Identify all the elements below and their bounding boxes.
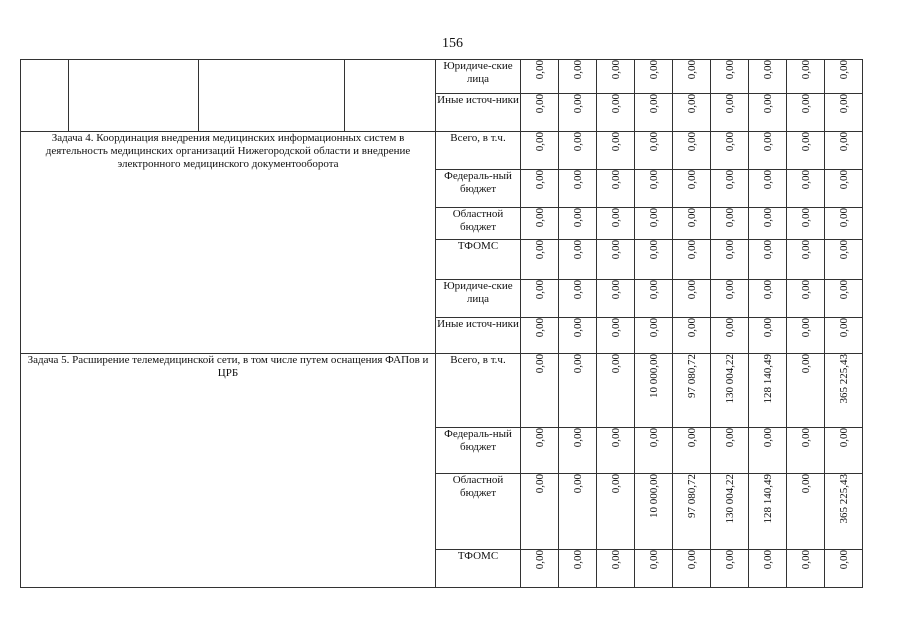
- value-cell: 0,00: [571, 354, 584, 374]
- value-cell: 0,00: [761, 170, 774, 190]
- value-cell: 0,00: [647, 170, 660, 190]
- value-cell: 0,00: [723, 280, 736, 300]
- table-row: [21, 132, 863, 170]
- value-cell: 0,00: [609, 60, 622, 80]
- value-cell: 0,00: [837, 170, 850, 190]
- value-cell: 0,00: [799, 60, 812, 80]
- value-cell: 0,00: [571, 170, 584, 190]
- source-label: Областной бюджет: [436, 474, 521, 550]
- value-cell: 0,00: [685, 318, 698, 338]
- value-cell: 0,00: [571, 428, 584, 448]
- value-cell: 0,00: [761, 550, 774, 570]
- value-cell: 97 080,72: [685, 354, 698, 398]
- source-label: Всего, в т.ч.: [436, 354, 521, 428]
- value-cell: 0,00: [533, 60, 546, 80]
- value-cell: 0,00: [571, 240, 584, 260]
- value-cell: 0,00: [647, 60, 660, 80]
- value-cell: 0,00: [799, 170, 812, 190]
- value-cell: 0,00: [533, 550, 546, 570]
- table-row: [21, 60, 863, 94]
- value-cell: 0,00: [799, 354, 812, 374]
- value-cell: 0,00: [609, 474, 622, 494]
- value-cell: 97 080,72: [685, 474, 698, 518]
- value-cell: 0,00: [571, 208, 584, 228]
- value-cell: 0,00: [571, 132, 584, 152]
- value-cell: 0,00: [723, 240, 736, 260]
- value-cell: 0,00: [761, 60, 774, 80]
- table-row: [21, 354, 863, 428]
- value-cell: 0,00: [723, 318, 736, 338]
- value-cell: 0,00: [723, 60, 736, 80]
- value-cell: 0,00: [685, 208, 698, 228]
- value-cell: 0,00: [837, 240, 850, 260]
- value-cell: 0,00: [609, 550, 622, 570]
- value-cell: 0,00: [533, 428, 546, 448]
- value-cell: 0,00: [571, 280, 584, 300]
- value-cell: 0,00: [609, 170, 622, 190]
- value-cell: 0,00: [571, 60, 584, 80]
- value-cell: 0,00: [609, 94, 622, 114]
- value-cell: 0,00: [723, 132, 736, 152]
- value-cell: 0,00: [837, 132, 850, 152]
- value-cell: 0,00: [685, 60, 698, 80]
- value-cell: 365 225,43: [837, 354, 850, 404]
- value-cell: 0,00: [647, 550, 660, 570]
- empty-cell: [199, 60, 345, 132]
- page-number: 156: [442, 36, 463, 51]
- value-cell: 0,00: [533, 280, 546, 300]
- value-cell: 0,00: [685, 132, 698, 152]
- task-5-title: Задача 5. Расширение телемедицинской сети, в том числе путем оснащения ФАПов и ЦРБ: [21, 354, 436, 588]
- budget-table: [20, 59, 863, 588]
- value-cell: 0,00: [609, 280, 622, 300]
- value-cell: 0,00: [761, 240, 774, 260]
- value-cell: 0,00: [723, 428, 736, 448]
- source-label: ТФОМС: [436, 550, 521, 588]
- value-cell: 0,00: [837, 550, 850, 570]
- value-cell: 0,00: [799, 474, 812, 494]
- value-cell: 0,00: [533, 318, 546, 338]
- source-label: Иные источ-ники: [436, 94, 521, 132]
- value-cell: 0,00: [761, 280, 774, 300]
- value-cell: 0,00: [533, 94, 546, 114]
- empty-cell: [345, 60, 436, 132]
- value-cell: 0,00: [799, 280, 812, 300]
- value-cell: 365 225,43: [837, 474, 850, 524]
- source-label: ТФОМС: [436, 240, 521, 280]
- value-cell: 0,00: [533, 240, 546, 260]
- value-cell: 0,00: [609, 354, 622, 374]
- source-label: Областной бюджет: [436, 208, 521, 240]
- source-label: Федераль-ный бюджет: [436, 170, 521, 208]
- value-cell: 0,00: [837, 208, 850, 228]
- value-cell: 0,00: [685, 428, 698, 448]
- value-cell: 0,00: [647, 208, 660, 228]
- source-label: Федераль-ный бюджет: [436, 428, 521, 474]
- value-cell: 0,00: [609, 208, 622, 228]
- value-cell: 0,00: [571, 94, 584, 114]
- value-cell: 0,00: [799, 132, 812, 152]
- value-cell: 0,00: [837, 428, 850, 448]
- value-cell: 128 140,49: [761, 474, 774, 524]
- value-cell: 0,00: [837, 60, 850, 80]
- value-cell: 0,00: [571, 318, 584, 338]
- source-label: Иные источ-ники: [436, 318, 521, 354]
- value-cell: 0,00: [685, 240, 698, 260]
- value-cell: 0,00: [837, 94, 850, 114]
- value-cell: 0,00: [609, 318, 622, 338]
- value-cell: 10 000,00: [647, 354, 660, 398]
- value-cell: 0,00: [837, 318, 850, 338]
- value-cell: 130 004,22: [723, 354, 736, 404]
- value-cell: 0,00: [685, 170, 698, 190]
- value-cell: 0,00: [723, 208, 736, 228]
- source-label: Всего, в т.ч.: [436, 132, 521, 170]
- value-cell: 0,00: [609, 428, 622, 448]
- value-cell: 0,00: [723, 94, 736, 114]
- value-cell: 0,00: [799, 428, 812, 448]
- task-4-title: Задача 4. Координация внедрения медицинских информационных систем в деятельность медицинских организаций Нижегородской области и внедрение электронного медицинского документооборота: [21, 132, 436, 354]
- value-cell: 0,00: [533, 208, 546, 228]
- value-cell: 0,00: [761, 428, 774, 448]
- value-cell: 0,00: [685, 550, 698, 570]
- value-cell: 0,00: [533, 132, 546, 152]
- value-cell: 0,00: [723, 550, 736, 570]
- value-cell: 0,00: [647, 428, 660, 448]
- empty-cell: [69, 60, 199, 132]
- value-cell: 0,00: [799, 240, 812, 260]
- source-label: Юридиче-ские лица: [436, 280, 521, 318]
- empty-cell: [21, 60, 69, 132]
- value-cell: 0,00: [647, 94, 660, 114]
- value-cell: 0,00: [761, 132, 774, 152]
- value-cell: 0,00: [761, 318, 774, 338]
- value-cell: 0,00: [799, 318, 812, 338]
- value-cell: 0,00: [685, 94, 698, 114]
- value-cell: 0,00: [533, 170, 546, 190]
- value-cell: 130 004,22: [723, 474, 736, 524]
- value-cell: 0,00: [647, 318, 660, 338]
- source-label: Юридиче-ские лица: [436, 60, 521, 94]
- value-cell: 0,00: [571, 550, 584, 570]
- value-cell: 0,00: [533, 474, 546, 494]
- value-cell: 0,00: [571, 474, 584, 494]
- value-cell: 128 140,49: [761, 354, 774, 404]
- value-cell: 0,00: [609, 132, 622, 152]
- value-cell: 0,00: [533, 354, 546, 374]
- value-cell: 0,00: [647, 240, 660, 260]
- value-cell: 0,00: [761, 94, 774, 114]
- value-cell: 0,00: [799, 94, 812, 114]
- value-cell: 0,00: [799, 208, 812, 228]
- value-cell: 0,00: [609, 240, 622, 260]
- value-cell: 0,00: [647, 132, 660, 152]
- value-cell: 0,00: [837, 280, 850, 300]
- value-cell: 10 000,00: [647, 474, 660, 518]
- value-cell: 0,00: [761, 208, 774, 228]
- value-cell: 0,00: [723, 170, 736, 190]
- value-cell: 0,00: [799, 550, 812, 570]
- value-cell: 0,00: [647, 280, 660, 300]
- value-cell: 0,00: [685, 280, 698, 300]
